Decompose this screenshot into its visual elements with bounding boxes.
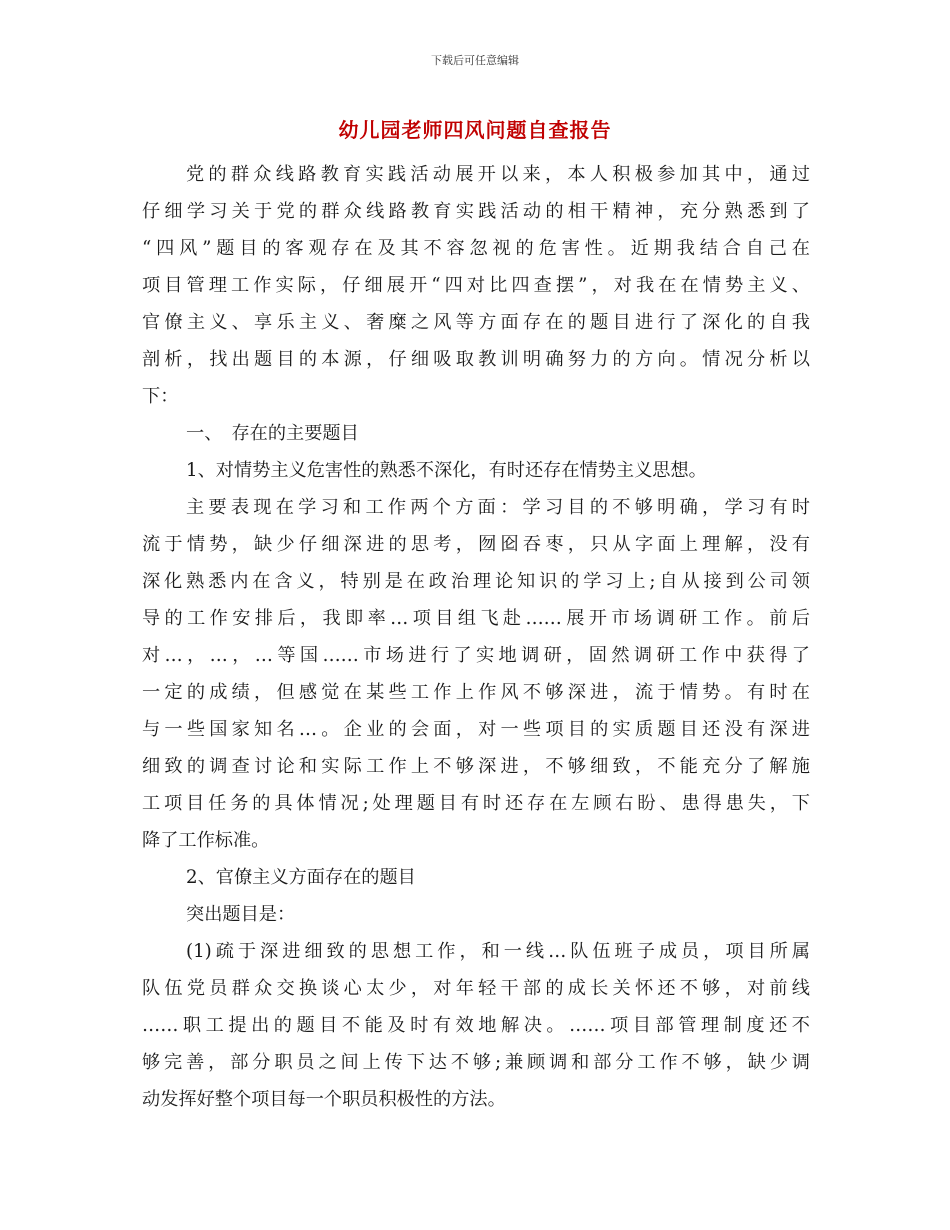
paragraph-line: 队伍党员群众交换谈心太少，对年轻干部的成长关怀还不够，对前线 [142, 978, 810, 999]
section-heading: 一、 存在的主要题目 [186, 423, 359, 444]
paragraph-line: “四风”题目的客观存在及其不容忽视的危害性。近期我结合自己在 [142, 238, 810, 259]
paragraph-line: 深化熟悉内在含义，特别是在政治理论知识的学习上;自从接到公司领 [142, 571, 810, 592]
paragraph-line: 仔细学习关于党的群众线路教育实践活动的相干精神，充分熟悉到了 [142, 201, 810, 222]
subsection-heading: 1、对情势主义危害性的熟悉不深化，有时还存在情势主义思想。 [186, 460, 707, 481]
header-note: 下载后可任意编辑 [431, 54, 519, 67]
paragraph-line: 党的群众线路教育实践活动展开以来，本人积极参加其中，通过 [186, 164, 810, 185]
subsection-heading: 2、官僚主义方面存在的题目 [186, 867, 416, 888]
paragraph-line: 降了工作标准。 [142, 830, 270, 851]
paragraph-line: 够完善，部分职员之间上传下达不够;兼顾调和部分工作不够，缺少调 [142, 1052, 810, 1073]
paragraph-line: 官僚主义、享乐主义、奢糜之风等方面存在的题目进行了深化的自我 [142, 312, 810, 333]
paragraph-line: 细致的调查讨论和实际工作上不够深进，不够细致，不能充分了解施 [142, 756, 810, 777]
paragraph-line: 动发挥好整个项目每一个职员积极性的方法。 [142, 1089, 506, 1110]
paragraph-line: 与一些国家知名…。企业的会面，对一些项目的实质题目还没有深进 [142, 719, 810, 740]
paragraph-line: (1)疏于深进细致的思想工作，和一线…队伍班子成员，项目所属 [186, 941, 810, 962]
paragraph-line: 流于情势，缺少仔细深进的思考，囫囵吞枣，只从字面上理解，没有 [142, 534, 810, 555]
paragraph-line: 对…，…，…等国……市场进行了实地调研，固然调研工作中获得了 [142, 645, 810, 666]
paragraph-line: 导的工作安排后，我即率…项目组飞赴……展开市场调研工作。前后 [142, 608, 810, 629]
document-title: 幼儿园老师四风问题自查报告 [338, 118, 612, 142]
paragraph-line: 工项目任务的具体情况;处理题目有时还存在左顾右盼、患得患失，下 [142, 793, 810, 814]
paragraph-line: 突出题目是： [186, 904, 296, 925]
paragraph-line: 下： [142, 386, 179, 407]
paragraph-line: 项目管理工作实际，仔细展开“四对比四查摆”，对我在在情势主义、 [142, 275, 810, 296]
paragraph-line: 一定的成绩，但感觉在某些工作上作风不够深进，流于情势。有时在 [142, 682, 810, 703]
paragraph-line: ……职工提出的题目不能及时有效地解决。……项目部管理制度还不 [142, 1015, 810, 1036]
paragraph-line: 主要表现在学习和工作两个方面：学习目的不够明确，学习有时 [186, 497, 810, 518]
paragraph-line: 剖析，找出题目的本源，仔细吸取教训明确努力的方向。情况分析以 [142, 349, 810, 370]
